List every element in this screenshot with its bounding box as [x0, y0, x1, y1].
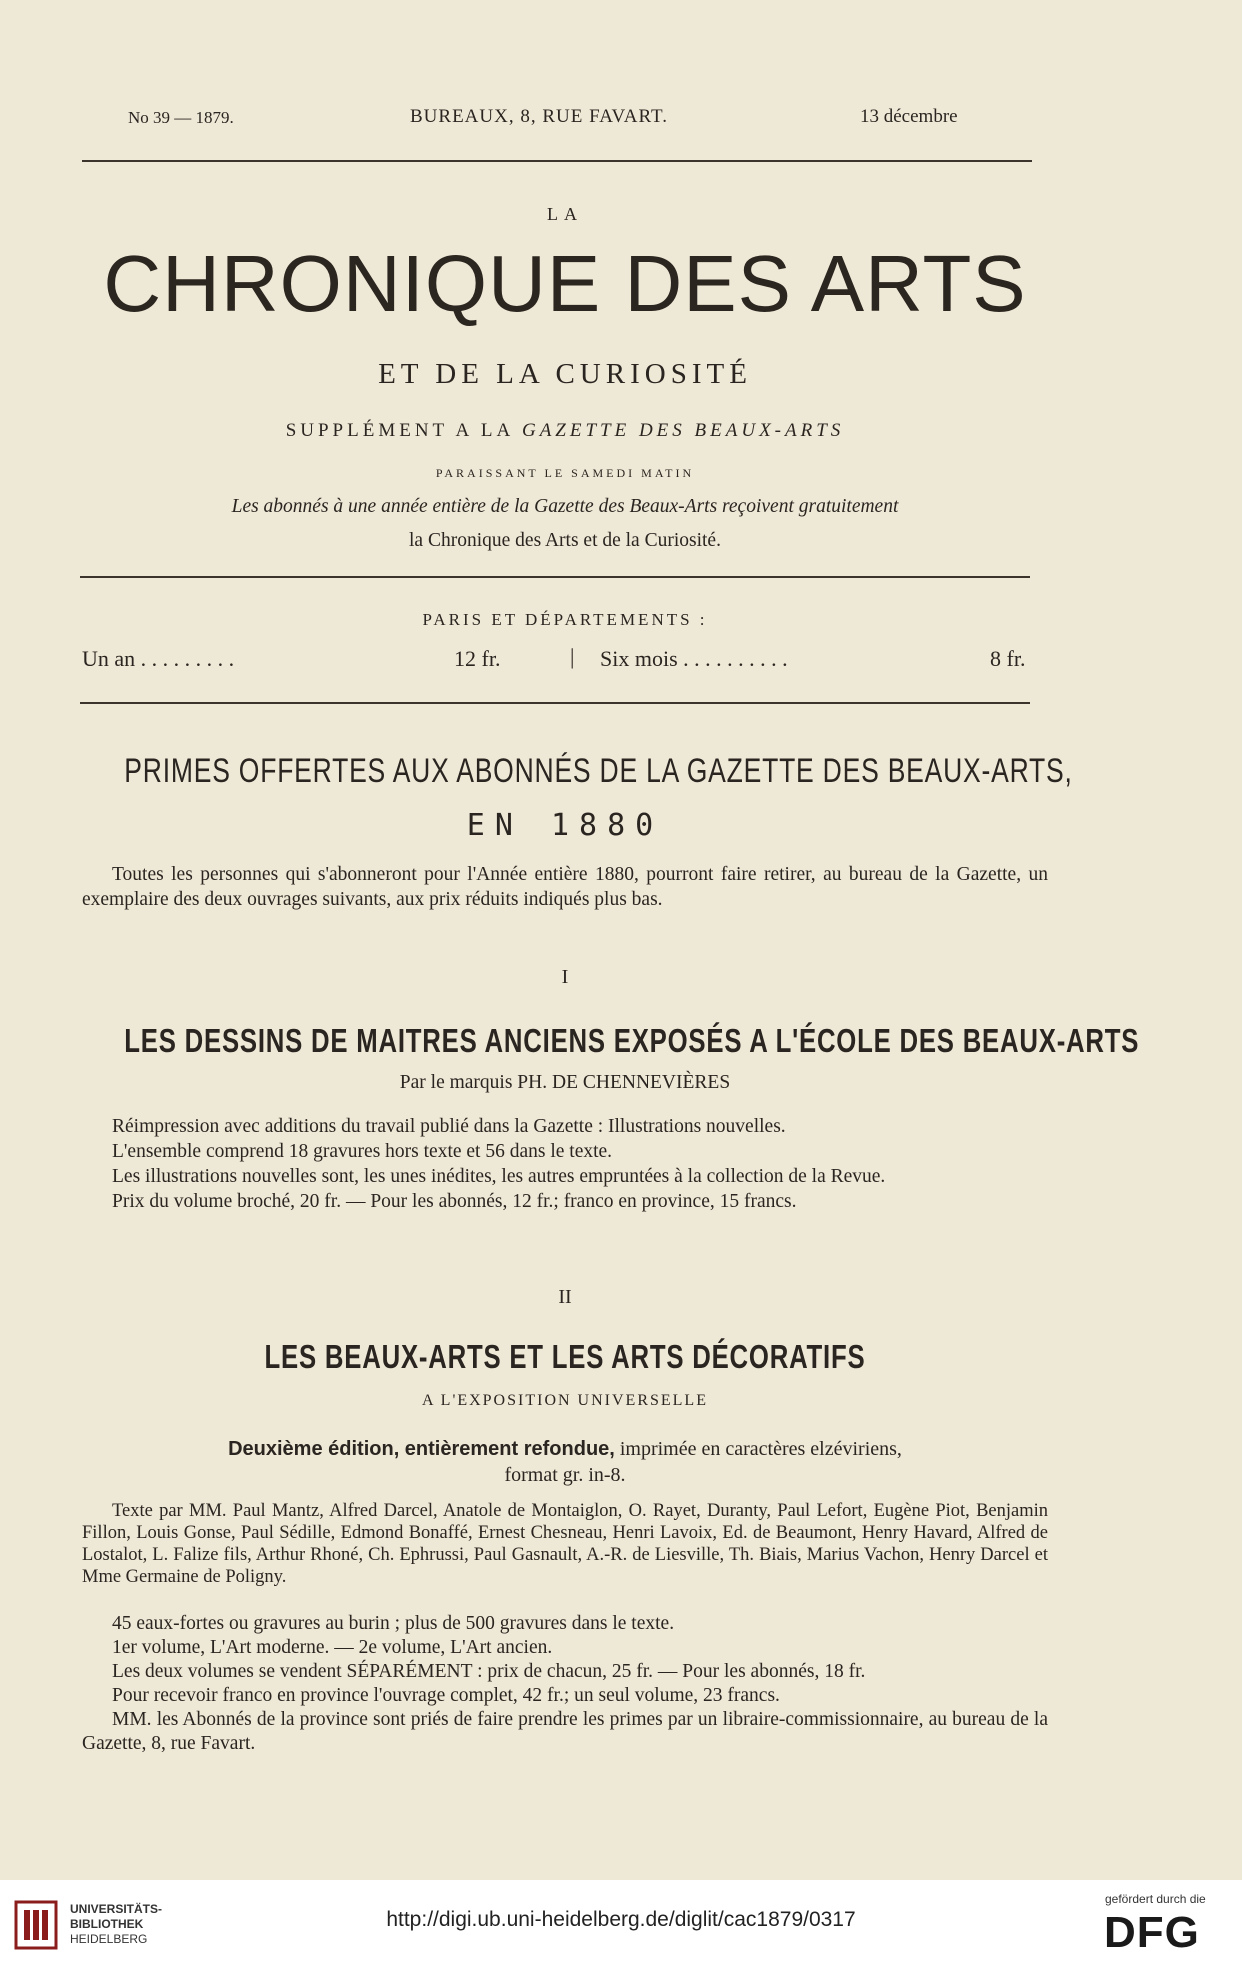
book2-details: [82, 1612, 1048, 1756]
book1-line-2: L'ensemble comprend 18 gravures hors texte et 56 dans le texte.: [112, 1141, 613, 1162]
book2-line-1: 45 eaux-fortes ou gravures au burin ; plus de 500 gravures dans le texte.: [112, 1613, 675, 1634]
book2-subtitle: A L'EXPOSITION UNIVERSELLE: [422, 1392, 708, 1409]
book1-line-1: Réimpression avec additions du travail publié dans la Gazette : Illustrations nouvelles.: [112, 1116, 786, 1137]
dfg-logo: DFG: [1104, 1908, 1200, 1957]
library-name-line-3: HEIDELBERG: [70, 1932, 148, 1946]
masthead-title: CHRONIQUE DES ARTS: [103, 239, 1027, 328]
book2-edition-format: format gr. in-8.: [504, 1464, 626, 1486]
sponsor-label: gefördert durch die: [1105, 1892, 1206, 1906]
book1-line-3: Les illustrations nouvelles sont, les unes inédites, les autres empruntées à la collection de la Revue.: [112, 1166, 886, 1187]
digitization-footer: [0, 1880, 1242, 1971]
source-url-link[interactable]: http://digi.ub.uni-heidelberg.de/diglit/cac1879/0317: [386, 1908, 856, 1931]
book2-authors-text: Texte par MM. Paul Mantz, Alfred Darcel, Anatole de Montaiglon, O. Rayet, Duranty, Paul Lefort, Eugène Piot, Benjamin Fillon, Louis Gonse, Paul Sédille, Edmond Bonaffé, Ernest Chesneau, Henri Lavoix, Ed. de Beaumont, Henry Havard, Alfred de Lostalot, L. Falize fils, Arthur Rhoné, Ch. Ephrussi, Paul Gasnault, A.-R. de Liesville, Th. Biais, Marius Vachon, Henry Darcel et Mme Germaine de Poligny.: [82, 1501, 1048, 1587]
book2-authors: [82, 1500, 1048, 1588]
masthead-article: LA: [547, 204, 583, 224]
library-name-line-1: UNIVERSITÄTS-: [70, 1902, 163, 1916]
primes-heading: PRIMES OFFERTES AUX ABONNÉS DE LA GAZETTE DES BEAUX-ARTS,: [124, 752, 1073, 790]
issue-number: No 39 — 1879.: [128, 108, 234, 127]
library-name-line-2: BIBLIOTHEK: [70, 1917, 144, 1931]
six-months-label: Six mois . . . . . . . . . .: [600, 646, 788, 671]
book2-edition: [80, 1436, 1050, 1488]
book1-numeral: I: [561, 966, 569, 988]
year-price: 12 fr.: [454, 646, 501, 671]
year-label-text: Un an: [82, 646, 136, 671]
book2-line-4: Pour recevoir franco en province l'ouvrage complet, 42 fr.; un seul volume, 23 francs.: [112, 1685, 780, 1706]
primes-intro-text: Toutes les personnes qui s'abonneront pour l'Année entière 1880, pourront faire retirer, au bureau de la Gazette, un exemplaire des deux ouvrages suivants, aux prix réduits indiqués plus bas.: [82, 864, 1048, 910]
book2-line-2: 1er volume, L'Art moderne. — 2e volume, L'Art ancien.: [112, 1637, 553, 1658]
book2-edition-bold: Deuxième édition, entièrement refondue,: [228, 1438, 615, 1460]
book1-title: LES DESSINS DE MAITRES ANCIENS EXPOSÉS A L'ÉCOLE DES BEAUX-ARTS: [124, 1022, 1140, 1059]
notice-line-2: la Chronique des Arts et de la Curiosité.: [409, 530, 721, 551]
book1-author: Par le marquis PH. DE CHENNEVIÈRES: [399, 1072, 731, 1093]
book1-details: [82, 1114, 1048, 1214]
book2-line-5: MM. les Abonnés de la province sont priés de faire prendre les primes par un libraire-commissionnaire, au bureau de la Gazette, 8, rue Favart.: [82, 1709, 1048, 1754]
issue-date: 13 décembre: [860, 106, 958, 127]
primes-year: EN 1880: [466, 808, 664, 843]
subscription-rule: [80, 702, 1030, 704]
supplement-title: GAZETTE DES BEAUX-ARTS: [521, 420, 845, 441]
subscription-heading: PARIS ET DÉPARTEMENTS :: [422, 610, 708, 629]
supplement-line: [0, 420, 1130, 442]
book2-numeral: II: [558, 1286, 572, 1308]
masthead-subtitle: ET DE LA CURIOSITÉ: [378, 358, 752, 390]
supplement-prefix: SUPPLÉMENT A LA: [285, 420, 514, 441]
book2-line-3: Les deux volumes se vendent SÉPARÉMENT : prix de chacun, 25 fr. — Pour les abonnés, 18 fr.: [112, 1661, 866, 1682]
six-months-price: 8 fr.: [990, 646, 1026, 671]
price-separator: |: [570, 644, 575, 669]
book2-title: LES BEAUX-ARTS ET LES ARTS DÉCORATIFS: [264, 1338, 866, 1375]
notice-line-1: Les abonnés à une année entière de la Gazette des Beaux-Arts reçoivent gratuitement: [231, 496, 899, 517]
header-rule: [82, 160, 1032, 162]
masthead-rule: [80, 576, 1030, 578]
book2-edition-rest: imprimée en caractères elzéviriens,: [619, 1438, 902, 1460]
primes-intro: [82, 862, 1048, 912]
schedule-line: PARAISSANT LE SAMEDI MATIN: [435, 466, 695, 480]
six-months-label-text: Six mois: [600, 646, 678, 671]
book1-line-4: Prix du volume broché, 20 fr. — Pour les abonnés, 12 fr.; franco en province, 15 francs.: [112, 1191, 797, 1212]
office-address: BUREAUX, 8, RUE FAVART.: [410, 106, 668, 127]
year-label: Un an . . . . . . . . .: [82, 646, 235, 671]
